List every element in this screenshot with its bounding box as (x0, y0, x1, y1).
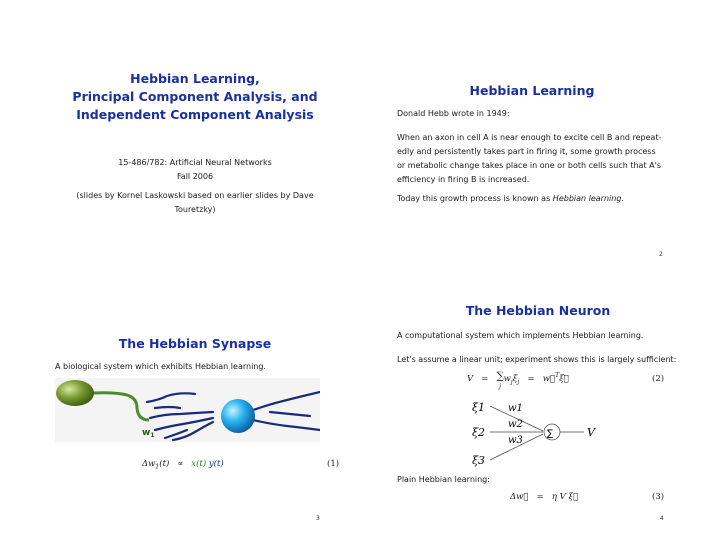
slide2-title: Hebbian Learning (469, 83, 595, 98)
slide1-credit-line-2: Touretzky) (174, 205, 216, 214)
slide4-plain: Plain Hebbian learning: (397, 475, 490, 484)
slide3-equation (142, 459, 224, 471)
synapse-background (55, 378, 320, 442)
eq3-rhs: η V ξ⃗ (551, 492, 579, 502)
slide4-line1: A computational system which implements Hebbian learning. (397, 331, 644, 340)
slide3-description: A biological system which exhibits Hebbian learning. (55, 362, 266, 371)
slide2-quote-line-1: When an axon in cell A is near enough to excite cell B and repeat- (397, 133, 662, 142)
eq1-number: (1) (327, 459, 340, 469)
slide1-title (30, 70, 360, 124)
input-xi2: ξ2 (472, 426, 486, 439)
hebbian-synapse-figure (55, 378, 320, 442)
weight-w2: w2 (508, 419, 523, 430)
slide2-quote (397, 131, 672, 187)
eq2-eq: = (481, 373, 489, 384)
slide4-equation2 (467, 372, 569, 391)
eq2-rhs2: ξ⃗ (559, 373, 569, 384)
eq2-sum-symbol: ∑ (496, 371, 504, 382)
slide2-today (397, 192, 624, 206)
slide2-quote-line-3: or metabolic change takes place in one or both cells such that A's (397, 161, 661, 170)
output-v: V (587, 426, 595, 439)
slide4-title: The Hebbian Neuron (465, 303, 611, 318)
slide4-equation3 (510, 492, 578, 502)
slide4-line2: Let's assume a linear unit; experiment shows this is largely sufficient: (397, 355, 677, 364)
eq1-lhs: Δw (142, 459, 156, 469)
input-xi3: ξ3 (472, 454, 486, 467)
slide2-today-suffix: . (621, 194, 624, 203)
eq3-number: (3) (652, 492, 665, 502)
eq2-eq2: = (527, 373, 535, 384)
synapse-weight-label: $w_1$ (142, 428, 155, 439)
slide3-page-number: 3 (316, 515, 320, 522)
eq2-rhs-sup: T (555, 372, 560, 379)
postsynaptic-neuron (221, 399, 255, 433)
slide2-quote-line-2: edly and persistently takes part in firing it, some growth process (397, 147, 656, 156)
slide1-credit (30, 189, 360, 217)
hebbian-neuron-diagram (470, 398, 610, 470)
presynaptic-neuron (56, 380, 94, 406)
eq1-lhs-arg: (t) (159, 459, 170, 469)
slide1-term: Fall 2006 (176, 172, 214, 181)
eq3-lhs: Δw⃗ (510, 492, 529, 502)
weight-w1: w1 (508, 403, 523, 414)
slide4-page-number: 4 (660, 515, 664, 522)
slide1-title-line-3: Independent Component Analysis (76, 107, 314, 122)
eq2-sum-index: j (499, 383, 501, 390)
slide2-intro: Donald Hebb wrote in 1949: (397, 109, 510, 118)
slide1-title-line-2: Principal Component Analysis, and (72, 89, 318, 104)
eq2-sum (496, 372, 503, 391)
slide1-title-line-1: Hebbian Learning, (130, 71, 260, 86)
eq2-number: (2) (652, 374, 665, 384)
slide1-course: 15-486/782: Artificial Neural Networks (118, 158, 272, 167)
eq1-x-term: x(t) (191, 459, 207, 469)
input-xi1: ξ1 (472, 401, 486, 414)
eq2-lhs: V (467, 373, 474, 384)
eq2-rhs: w⃗ (542, 373, 556, 384)
eq2-term-sub: j (510, 378, 513, 386)
weight-w3: w3 (508, 435, 523, 446)
slide2-today-prefix: Today this growth process is known as (397, 194, 553, 203)
slide2-page-number: 2 (659, 251, 663, 258)
sum-symbol: ∑ (547, 429, 554, 439)
eq1-lhs-sub: 1 (155, 463, 160, 471)
slide2-today-term: Hebbian learning (552, 194, 622, 203)
eq3-eq: = (536, 492, 544, 502)
slide2-quote-line-4: efficiency in firing B is increased. (397, 175, 530, 184)
eq2-term2-sub: j (517, 378, 520, 386)
eq2-term: w (503, 373, 511, 384)
eq1-rel: ∝ (177, 459, 184, 469)
eq1-y-term: y(t) (208, 459, 224, 469)
slide1-credit-line-1: (slides by Kornel Laskowski based on earlier slides by Dave (76, 191, 314, 200)
slide3-title: The Hebbian Synapse (118, 336, 272, 351)
eq2-term2: ξ (512, 373, 518, 384)
